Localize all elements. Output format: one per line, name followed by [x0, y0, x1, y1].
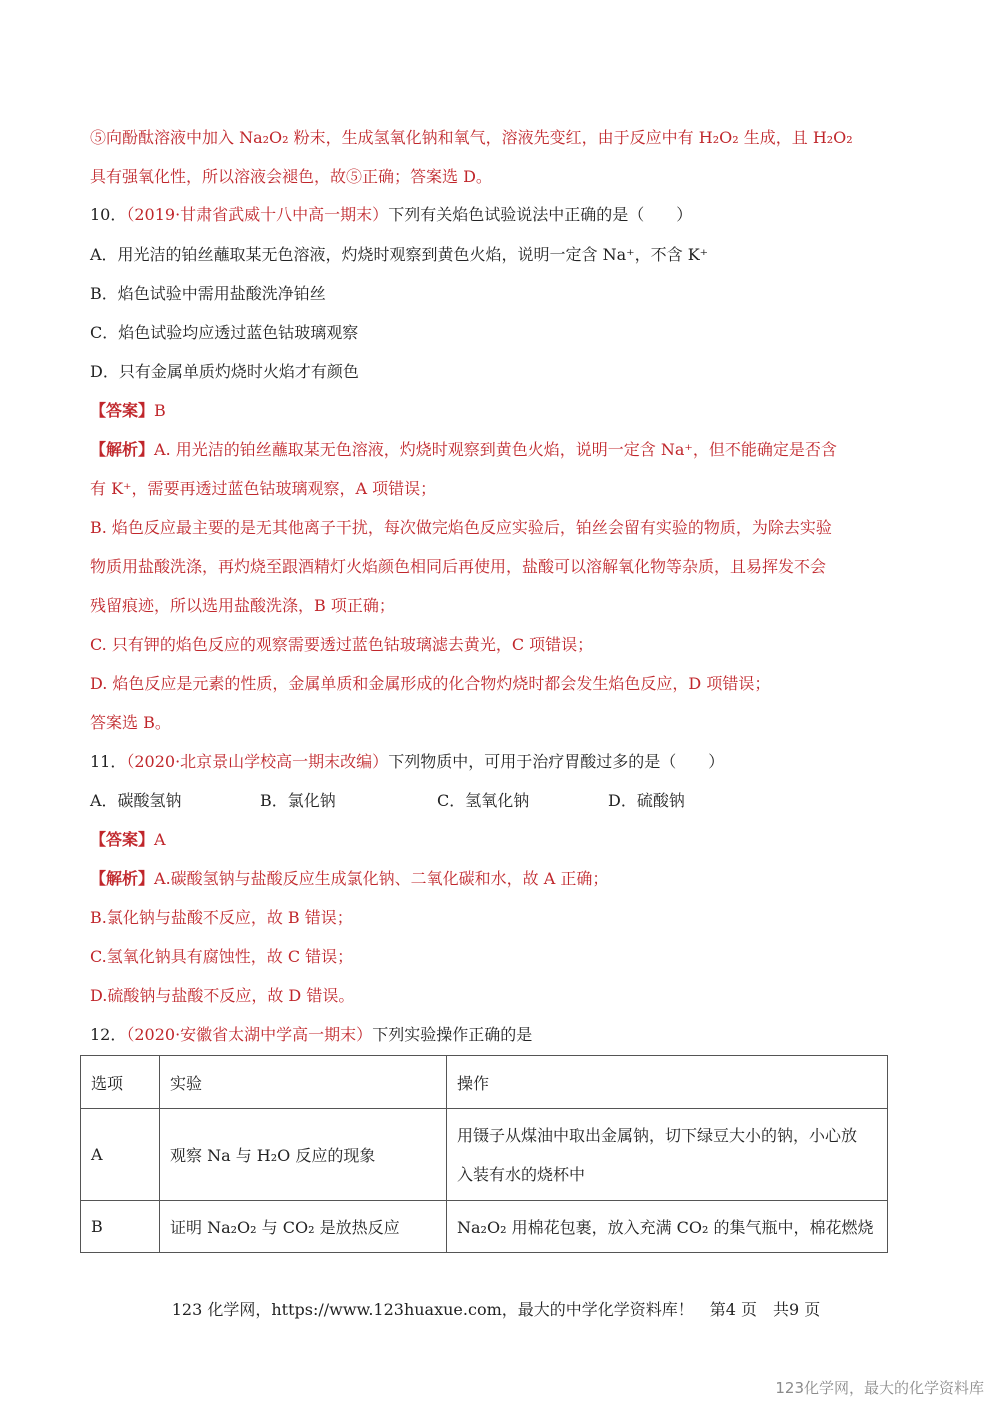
q10-analysis-text-1: A. 用光洁的铂丝蘸取某无色溶液，灼烧时观察到黄色火焰，说明一定含 Na⁺，但不能确定是否含	[154, 440, 837, 459]
experiment-table	[80, 1055, 888, 1253]
q10-answer-tag: 【答案】	[90, 401, 155, 420]
q11-stem	[90, 750, 900, 774]
q10-option-a: A．用光洁的铂丝蘸取某无色溶液，灼烧时观察到黄色火焰，说明一定含 Na⁺，不含 K⁺	[90, 245, 709, 264]
q11-analysis-tag: 【解析】	[90, 869, 155, 888]
q12-number: 12．	[90, 1025, 127, 1044]
q10-analysis-line-3: B. 焰色反应最主要的是无其他离子干扰，每次做完焰色反应实验后，铂丝会留有实验的物质，为除去实验	[90, 518, 832, 537]
q11-option-d: D．硫酸钠	[608, 791, 685, 810]
q12-source: （2020·安徽省太湖中学高一期末）	[126, 1025, 373, 1044]
q10-analysis-line-7: D. 焰色反应是元素的性质，金属单质和金属形成的化合物灼烧时都会发生焰色反应，D 项错误；	[90, 674, 771, 693]
q10-option-c: C．焰色试验均应透过蓝色钴玻璃观察	[90, 323, 359, 342]
table-cell-experiment: 观察 Na 与 H₂O 反应的现象	[160, 1109, 447, 1201]
q11-source: （2020·北京景山学校高一期末改编）	[126, 752, 389, 771]
table-cell-operation	[447, 1201, 888, 1253]
q12-question: 下列实验操作正确的是	[372, 1025, 533, 1044]
q11-answer	[90, 828, 900, 852]
q10-analysis-line-8: 答案选 B。	[90, 713, 171, 732]
q11-option-c: C．氢氧化钠	[437, 791, 530, 810]
page-footer: 123 化学网，https://www.123huaxue.com，最大的中学化学资料库！ 第4 页 共9 页	[171, 1300, 821, 1319]
table-header-row	[81, 1056, 888, 1109]
q10-option-b: B．焰色试验中需用盐酸洗净铂丝	[90, 284, 326, 303]
q10-analysis-line-2: 有 K⁺，需要再透过蓝色钴玻璃观察，A 项错误；	[90, 479, 437, 498]
table-cell-option: B	[81, 1201, 160, 1253]
q11-answer-tag: 【答案】	[90, 830, 155, 849]
q10-source: （2019·甘肃省武威十八中高一期末）	[126, 205, 389, 224]
table-header-operation: 操作	[447, 1056, 888, 1109]
q11-analysis-line-4: D.硫酸钠与盐酸不反应，故 D 错误。	[90, 986, 355, 1005]
table-cell-option: A	[81, 1109, 160, 1201]
q10-stem	[90, 203, 900, 227]
q10-option-d: D．只有金属单质灼烧时火焰才有颜色	[90, 362, 359, 381]
table-cell-operation-line-1: Na₂O₂ 用棉花包裹，放入充满 CO₂ 的集气瓶中，棉花燃烧	[457, 1218, 874, 1237]
q11-answer-value: A	[154, 830, 166, 849]
q10-analysis-line-1	[90, 438, 900, 462]
q11-number: 11．	[90, 752, 127, 771]
table-cell-experiment: 证明 Na₂O₂ 与 CO₂ 是放热反应	[160, 1201, 447, 1253]
q11-analysis-line-3: C.氢氧化钠具有腐蚀性，故 C 错误；	[90, 947, 354, 966]
q12-stem	[90, 1023, 900, 1047]
q11-option-b: B．氯化钠	[260, 791, 336, 810]
table-header-experiment: 实验	[160, 1056, 447, 1109]
site-watermark: 123化学网，最大的化学资料库	[775, 1379, 984, 1397]
q9-analysis-line-1: ⑤向酚酞溶液中加入 Na₂O₂ 粉末，生成氢氧化钠和氧气，溶液先变红，由于反应中有 H₂O₂ 生成，且 H₂O₂	[90, 128, 853, 147]
q10-answer-value: B	[154, 401, 166, 420]
q11-analysis-line-2: B.氯化钠与盐酸不反应，故 B 错误；	[90, 908, 353, 927]
table-header-option: 选项	[81, 1056, 160, 1109]
q9-analysis-line-2: 具有强氧化性，所以溶液会褪色，故⑤正确；答案选 D。	[90, 167, 492, 186]
table-row	[81, 1109, 888, 1201]
table-cell-operation	[447, 1109, 888, 1201]
q10-answer	[90, 399, 900, 423]
q10-number: 10．	[90, 205, 127, 224]
q11-analysis-text-1: A.碳酸氢钠与盐酸反应生成氯化钠、二氧化碳和水，故 A 正确；	[154, 869, 609, 888]
table-cell-operation-line-1: 用镊子从煤油中取出金属钠，切下绿豆大小的钠，小心放	[457, 1125, 858, 1145]
q10-question: 下列有关焰色试验说法中正确的是（ ）	[388, 205, 693, 224]
q10-analysis-line-4: 物质用盐酸洗涤，再灼烧至跟酒精灯火焰颜色相同后再使用，盐酸可以溶解氧化物等杂质，且易挥发不会	[90, 557, 827, 576]
table-row	[81, 1201, 888, 1253]
q10-analysis-tag: 【解析】	[90, 440, 155, 459]
q11-question: 下列物质中，可用于治疗胃酸过多的是（ ）	[388, 752, 725, 771]
table-cell-operation-line-2: 入装有水的烧杯中	[457, 1164, 586, 1184]
q10-analysis-line-5: 残留痕迹，所以选用盐酸洗涤，B 项正确；	[90, 596, 395, 615]
q11-option-a: A．碳酸氢钠	[90, 791, 182, 810]
q10-analysis-line-6: C. 只有钾的焰色反应的观察需要透过蓝色钴玻璃滤去黄光，C 项错误；	[90, 635, 594, 654]
q11-analysis-line-1	[90, 867, 900, 891]
